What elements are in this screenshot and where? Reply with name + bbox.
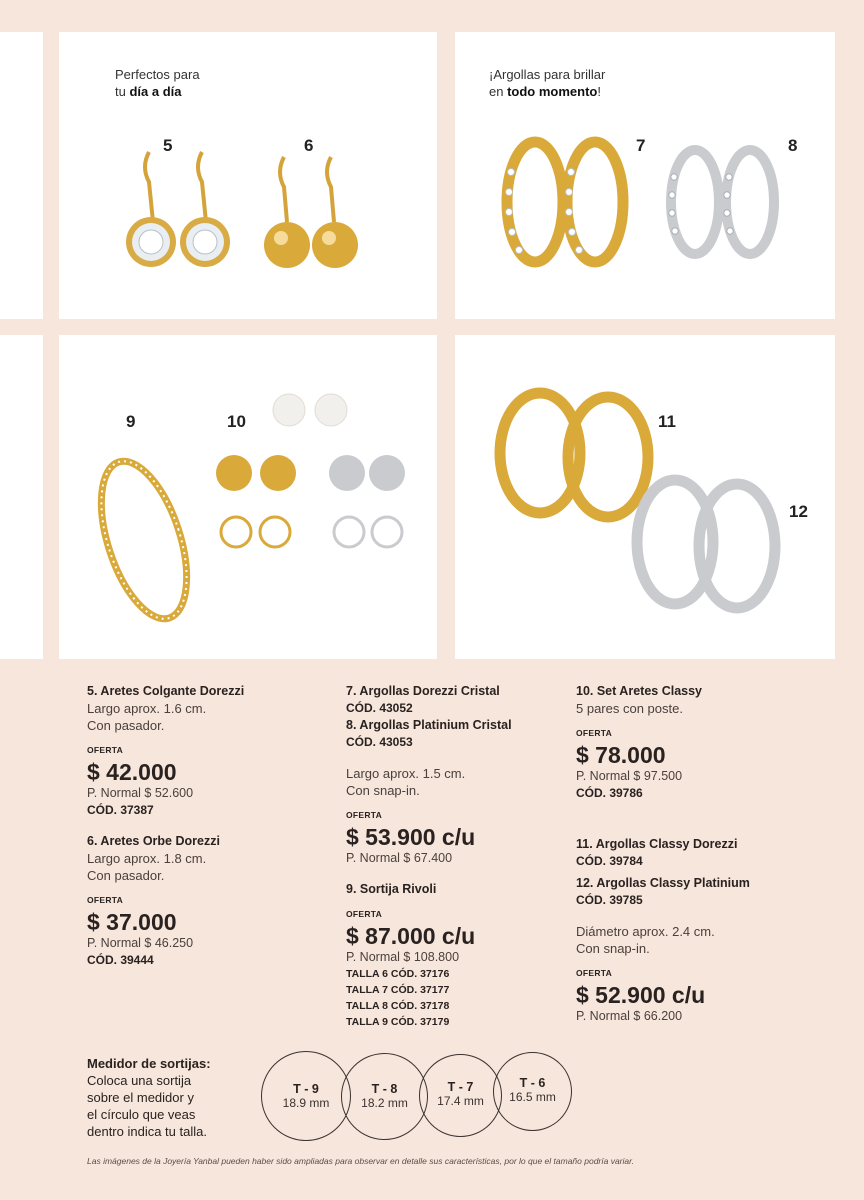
normal-price-7-8: P. Normal $ 67.400	[346, 851, 453, 865]
ring-size-label: T - 7	[447, 1080, 474, 1094]
price-7-8: $ 53.900 c/u	[346, 824, 476, 850]
ring-size-mm: 17.4 mm	[437, 1094, 484, 1108]
product-name-10: 10. Set Aretes Classy	[576, 684, 703, 698]
product-number-10: 10	[227, 412, 246, 431]
product-column-2	[346, 683, 566, 1030]
size-code-t9: TALLA 9 CÓD. 37179	[346, 1016, 450, 1028]
price-10: $ 78.000	[576, 742, 666, 768]
product-desc-11-12-clasp: Con snap-in.	[576, 941, 650, 956]
oferta-label-6: OFERTA	[87, 895, 124, 905]
product-desc-5-length: Largo aprox. 1.6 cm.	[87, 701, 207, 716]
hoops-classy-silver-image	[625, 470, 795, 620]
ring-size-circle-t6	[493, 1052, 572, 1131]
ring-rivoli-image	[89, 445, 199, 635]
normal-price-6: P. Normal $ 46.250	[87, 936, 194, 950]
product-name-11: 11. Argollas Classy Dorezzi	[576, 837, 738, 851]
oferta-label-5: OFERTA	[87, 745, 124, 755]
normal-price-11-12: P. Normal $ 66.200	[576, 1009, 683, 1023]
ring-size-mm: 18.9 mm	[282, 1096, 330, 1110]
tagline-todo-momento: ¡Argollas para brillar en todo momento!	[489, 67, 606, 99]
oferta-label-10: OFERTA	[576, 728, 613, 738]
product-number-12: 12	[789, 502, 808, 521]
image-disclaimer: Las imágenes de la Joyería Yanbal pueden haber sido ampliadas para observar en detalle sus características, por lo que el tamaño podría variar.	[87, 1156, 635, 1166]
ring-size-label: T - 8	[371, 1082, 398, 1096]
product-desc-7-8-length: Largo aprox. 1.5 cm.	[346, 766, 466, 781]
code-8: CÓD. 43053	[346, 735, 413, 749]
size-code-t8: TALLA 8 CÓD. 37178	[346, 1000, 450, 1012]
product-number-7: 7	[636, 136, 646, 155]
ring-sizer-title: Medidor de sortijas:	[87, 1056, 211, 1071]
ring-size-mm: 16.5 mm	[509, 1090, 556, 1104]
code-7: CÓD. 43052	[346, 701, 413, 715]
product-name-6: 6. Aretes Orbe Dorezzi	[87, 834, 220, 848]
normal-price-9: P. Normal $ 108.800	[346, 950, 460, 964]
product-column-1	[87, 683, 327, 969]
ring-size-label: T - 9	[293, 1082, 319, 1096]
code-12: CÓD. 39785	[576, 893, 643, 907]
product-desc-6-length: Largo aprox. 1.8 cm.	[87, 851, 207, 866]
hoops-silver-crystal-image	[660, 132, 790, 282]
left-page-strip	[0, 32, 43, 319]
oferta-label-7-8: OFERTA	[346, 810, 383, 820]
product-column-3	[576, 683, 816, 1025]
panel-hoops-11-12	[455, 335, 835, 659]
normal-price-10: P. Normal $ 97.500	[576, 769, 683, 783]
ring-sizer-line: sobre el medidor y	[87, 1090, 194, 1105]
product-name-12: 12. Argollas Classy Platinium	[576, 876, 750, 890]
product-number-11: 11	[658, 412, 676, 431]
code-5: CÓD. 37387	[87, 803, 154, 817]
product-number-8: 8	[788, 136, 798, 155]
code-6: CÓD. 39444	[87, 953, 154, 967]
ring-sizer-line: dentro indica tu talla.	[87, 1124, 207, 1139]
panel-hoops-7-8	[455, 32, 835, 319]
product-name-9: 9. Sortija Rivoli	[346, 882, 437, 896]
normal-price-5: P. Normal $ 52.600	[87, 786, 194, 800]
product-desc-6-clasp: Con pasador.	[87, 868, 165, 883]
size-code-t7: TALLA 7 CÓD. 37177	[346, 984, 450, 996]
earrings-gold-ball-image	[259, 152, 379, 282]
code-10: CÓD. 39786	[576, 786, 643, 800]
product-number-6: 6	[304, 136, 314, 155]
oferta-label-9: OFERTA	[346, 909, 383, 919]
price-5: $ 42.000	[87, 759, 177, 785]
product-desc-11-12-diameter: Diámetro aprox. 2.4 cm.	[576, 924, 715, 939]
product-number-9: 9	[126, 412, 136, 431]
ring-sizer-line: Coloca una sortija	[87, 1073, 192, 1088]
left-page-strip-lower	[0, 335, 43, 659]
tagline-dia-a-dia: Perfectos para tu día a día	[115, 67, 200, 99]
product-desc-5-clasp: Con pasador.	[87, 718, 165, 733]
oferta-label-11-12: OFERTA	[576, 968, 613, 978]
ring-size-label: T - 6	[519, 1076, 546, 1090]
size-code-t6: TALLA 6 CÓD. 37176	[346, 968, 450, 980]
product-number-5: 5	[163, 136, 173, 155]
ring-sizer-instructions	[87, 1055, 247, 1140]
panel-ring-studs-9-10	[59, 335, 437, 659]
product-desc-7-8-clasp: Con snap-in.	[346, 783, 420, 798]
product-name-7: 7. Argollas Dorezzi Cristal	[346, 684, 500, 698]
price-11-12: $ 52.900 c/u	[576, 982, 706, 1008]
earrings-crystal-drop-image	[119, 147, 259, 287]
ring-size-circle-t7	[419, 1054, 502, 1137]
product-name-5: 5. Aretes Colgante Dorezzi	[87, 684, 245, 698]
stud-earrings-set-image	[209, 385, 419, 560]
ring-size-circle-t9	[261, 1051, 351, 1141]
ring-size-circle-t8	[341, 1053, 428, 1140]
product-name-8: 8. Argollas Platinium Cristal	[346, 718, 512, 732]
panel-earrings-5-6	[59, 32, 437, 319]
ring-size-mm: 18.2 mm	[361, 1096, 408, 1110]
product-desc-10: 5 pares con poste.	[576, 701, 683, 716]
hoops-gold-crystal-image	[495, 122, 640, 292]
ring-sizer-line: el círculo que veas	[87, 1107, 196, 1122]
price-9: $ 87.000 c/u	[346, 923, 476, 949]
code-11: CÓD. 39784	[576, 854, 643, 868]
price-6: $ 37.000	[87, 909, 177, 935]
